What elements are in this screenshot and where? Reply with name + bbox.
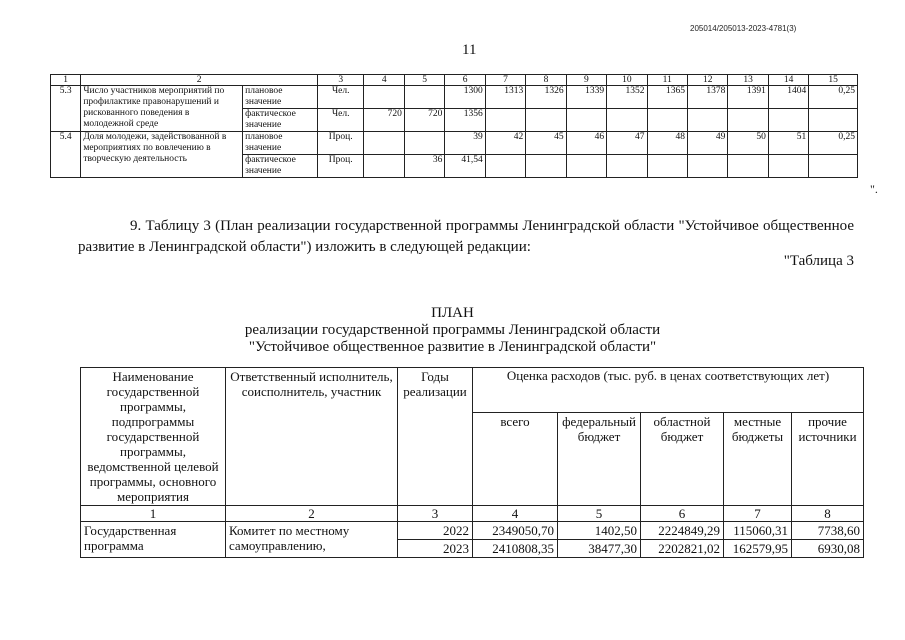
col-number: 13 xyxy=(728,75,768,86)
value-cell: 0,25 xyxy=(809,132,858,155)
value-cell: 39 xyxy=(445,132,485,155)
value-cell: 46 xyxy=(566,132,606,155)
header-local: местные бюджеты xyxy=(724,413,792,506)
total-cell: 2349050,70 xyxy=(473,522,558,540)
value-cell: 1313 xyxy=(485,86,525,109)
col-number: 15 xyxy=(809,75,858,86)
col-number: 5 xyxy=(558,506,641,522)
value-cell xyxy=(728,109,768,132)
header-federal: федеральный бюджет xyxy=(558,413,641,506)
value-cell: 1365 xyxy=(647,86,687,109)
federal-cell: 38477,30 xyxy=(558,540,641,558)
value-cell xyxy=(809,109,858,132)
plan-title: ПЛАН xyxy=(431,305,474,321)
value-cell: 1352 xyxy=(607,86,647,109)
year-cell: 2022 xyxy=(398,522,473,540)
value-cell xyxy=(404,132,444,155)
value-cell: 45 xyxy=(526,132,566,155)
table-row xyxy=(51,86,858,109)
col-number: 11 xyxy=(647,75,687,86)
unit: Чел. xyxy=(317,86,364,109)
value-cell: 1300 xyxy=(445,86,485,109)
local-cell: 162579,95 xyxy=(724,540,792,558)
value-cell: 51 xyxy=(768,132,808,155)
unit: Проц. xyxy=(317,155,364,178)
value-cell xyxy=(768,109,808,132)
value-cell xyxy=(485,155,525,178)
value-cell xyxy=(364,155,404,178)
col-number: 10 xyxy=(607,75,647,86)
col-number: 7 xyxy=(724,506,792,522)
value-type: плановое значение xyxy=(243,86,318,109)
value-cell xyxy=(647,109,687,132)
plan-heading xyxy=(0,305,905,356)
value-cell: 720 xyxy=(404,109,444,132)
value-cell: 720 xyxy=(364,109,404,132)
value-cell xyxy=(607,155,647,178)
unit: Проц. xyxy=(317,132,364,155)
value-cell: 1339 xyxy=(566,86,606,109)
column-number-row xyxy=(81,506,864,522)
col-number: 9 xyxy=(566,75,606,86)
indicator-table xyxy=(50,74,858,178)
value-cell xyxy=(607,109,647,132)
local-cell: 115060,31 xyxy=(724,522,792,540)
col-number: 3 xyxy=(398,506,473,522)
value-cell: 1356 xyxy=(445,109,485,132)
header-regional: областной бюджет xyxy=(641,413,724,506)
table-row xyxy=(51,132,858,155)
table-label: "Таблица 3 xyxy=(783,253,854,269)
column-number-row xyxy=(51,75,858,86)
value-cell xyxy=(768,155,808,178)
value-cell xyxy=(485,109,525,132)
col-number: 6 xyxy=(641,506,724,522)
value-cell: 1326 xyxy=(526,86,566,109)
regional-cell: 2202821,02 xyxy=(641,540,724,558)
value-cell: 0,25 xyxy=(809,86,858,109)
value-cell: 1391 xyxy=(728,86,768,109)
regional-cell: 2224849,29 xyxy=(641,522,724,540)
value-cell: 50 xyxy=(728,132,768,155)
value-cell xyxy=(526,155,566,178)
total-cell: 2410808,35 xyxy=(473,540,558,558)
value-cell: 48 xyxy=(647,132,687,155)
indicator-name: Число участников мероприятий по профилактике правонарушений и рискованного поведения в молодежной среде xyxy=(81,86,243,132)
value-cell xyxy=(728,155,768,178)
value-cell xyxy=(647,155,687,178)
year-cell: 2023 xyxy=(398,540,473,558)
value-cell xyxy=(566,109,606,132)
indicator-number: 5.3 xyxy=(51,86,81,132)
col-number: 12 xyxy=(687,75,727,86)
unit: Чел. xyxy=(317,109,364,132)
program-name: Государственная программа xyxy=(81,522,226,558)
col-number: 14 xyxy=(768,75,808,86)
col-number: 8 xyxy=(526,75,566,86)
table-row xyxy=(81,522,864,540)
value-cell: 1378 xyxy=(687,86,727,109)
value-cell: 1404 xyxy=(768,86,808,109)
other-cell: 6930,08 xyxy=(792,540,864,558)
value-type: фактическое значение xyxy=(243,109,318,132)
value-cell xyxy=(809,155,858,178)
plan-subtitle: реализации государственной программы Ленинградской области xyxy=(244,322,661,338)
plan-subtitle: "Устойчивое общественное развитие в Ленинградской области" xyxy=(248,339,657,355)
value-cell: 42 xyxy=(485,132,525,155)
value-cell xyxy=(404,86,444,109)
header-years: Годы реализации xyxy=(398,368,473,506)
col-number: 2 xyxy=(81,75,318,86)
header-total: всего xyxy=(473,413,558,506)
header-other: прочие источники xyxy=(792,413,864,506)
col-number: 6 xyxy=(445,75,485,86)
document-number: 205014/205013-2023-4781(3) xyxy=(690,24,797,33)
value-cell xyxy=(687,155,727,178)
col-number: 1 xyxy=(81,506,226,522)
plan-table xyxy=(80,367,864,558)
amendment-paragraph: 9. Таблицу 3 (План реализации государственной программы Ленинградской области "Устойчивое общественное развитие в Ленинградской области") изложить в следующей редакции: xyxy=(78,218,854,255)
indicator-number: 5.4 xyxy=(51,132,81,178)
col-number: 1 xyxy=(51,75,81,86)
col-number: 7 xyxy=(485,75,525,86)
value-cell xyxy=(364,86,404,109)
value-cell: 41,54 xyxy=(445,155,485,178)
value-cell: 36 xyxy=(404,155,444,178)
col-number: 4 xyxy=(364,75,404,86)
col-number: 4 xyxy=(473,506,558,522)
value-type: фактическое значение xyxy=(243,155,318,178)
value-cell: 49 xyxy=(687,132,727,155)
indicator-name: Доля молодежи, задействованной в мероприятиях по вовлечению в творческую деятельность xyxy=(81,132,243,178)
federal-cell: 1402,50 xyxy=(558,522,641,540)
closing-quote: ". xyxy=(870,182,878,196)
header-row xyxy=(81,368,864,413)
header-executor: Ответственный исполнитель, соисполнитель, участник xyxy=(226,368,398,506)
col-number: 8 xyxy=(792,506,864,522)
header-expenses: Оценка расходов (тыс. руб. в ценах соответствующих лет) xyxy=(473,368,864,413)
value-cell xyxy=(364,132,404,155)
value-cell: 47 xyxy=(607,132,647,155)
col-number: 5 xyxy=(404,75,444,86)
program-executor: Комитет по местному самоуправлению, xyxy=(226,522,398,558)
other-cell: 7738,60 xyxy=(792,522,864,540)
value-cell xyxy=(687,109,727,132)
col-number: 2 xyxy=(226,506,398,522)
value-cell xyxy=(566,155,606,178)
value-cell xyxy=(526,109,566,132)
page-number: 11 xyxy=(462,42,477,58)
value-type: плановое значение xyxy=(243,132,318,155)
header-name: Наименование государственной программы, подпрограммы государственной программы, ведомственной целевой программы, основного мероприятия xyxy=(81,368,226,506)
col-number: 3 xyxy=(317,75,364,86)
